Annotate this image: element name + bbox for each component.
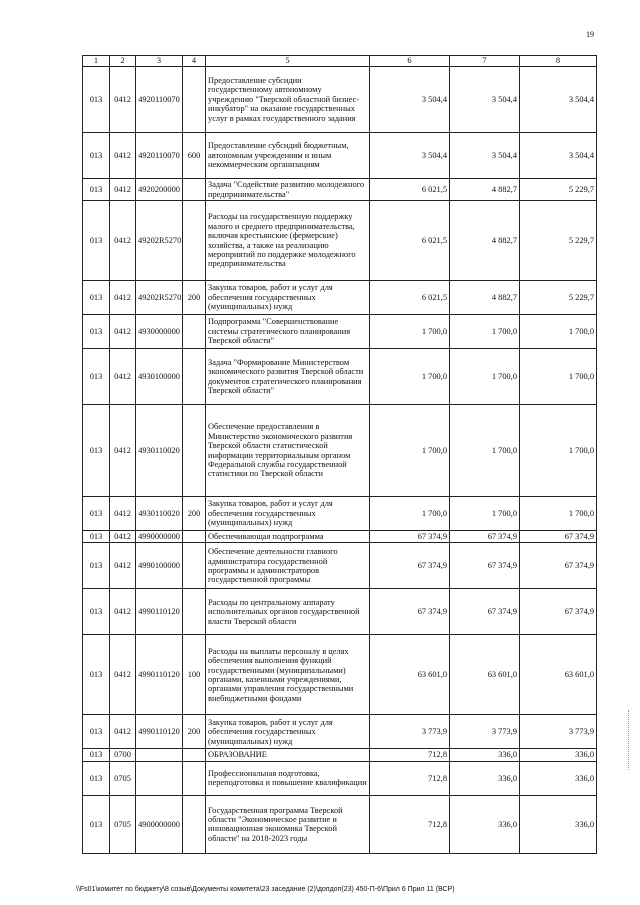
table-row [83,405,597,497]
table-row [83,761,597,795]
amount-2023: 5 229,7 [520,281,597,315]
ministry-code: 013 [83,635,110,715]
row-description: Государственная программа Тверской области "Экономическое развитие и инновационная экономика Тверской области" на 2018-2023 годы [206,795,370,853]
ministry-code: 013 [83,281,110,315]
ministry-code: 013 [83,405,110,497]
expense-type-code [183,749,206,761]
row-description: Закупка товаров, работ и услуг для обеспечения государственных (муниципальных) нужд [206,715,370,749]
expense-type-code [183,67,206,133]
amount-2022: 336,0 [450,749,520,761]
amount-2021: 1 700,0 [370,349,450,405]
section-code: 0705 [110,761,136,795]
expense-type-code: 200 [183,497,206,531]
header-cell: 3 [136,56,183,67]
amount-2022: 67 374,9 [450,531,520,543]
section-code: 0412 [110,349,136,405]
amount-2022: 1 700,0 [450,349,520,405]
amount-2023: 3 504,4 [520,67,597,133]
expense-type-code [183,349,206,405]
target-code [136,761,183,795]
amount-2021: 3 773,9 [370,715,450,749]
amount-2023: 1 700,0 [520,497,597,531]
target-code: 4920200000 [136,179,183,201]
amount-2022: 3 504,4 [450,133,520,179]
header-cell: 7 [450,56,520,67]
amount-2021: 67 374,9 [370,589,450,635]
table-row [83,133,597,179]
row-description: Предоставление субсидии государственному автономному учреждению "Тверской областной бизнес-инкубатор" на оказание государственных услуг в рамках государственного задания [206,67,370,133]
ministry-code: 013 [83,179,110,201]
expense-type-code [183,201,206,281]
ministry-code: 013 [83,589,110,635]
section-code: 0700 [110,749,136,761]
amount-2021: 6 021,5 [370,179,450,201]
scan-margin-mark [628,710,630,770]
amount-2023: 1 700,0 [520,349,597,405]
row-description: Обеспечение предоставления в Министерство экономического развития Тверской области статистической информации территориальным органом Федеральной службы государственной статистики по Тверской области [206,405,370,497]
section-code: 0412 [110,531,136,543]
ministry-code: 013 [83,543,110,589]
row-description: Задача "Содействие развитию молодежного предпринимательства" [206,179,370,201]
ministry-code: 013 [83,761,110,795]
section-code: 0412 [110,315,136,349]
budget-table-container [82,55,596,854]
amount-2023: 3 504,4 [520,133,597,179]
table-row [83,715,597,749]
section-code: 0412 [110,589,136,635]
amount-2022: 67 374,9 [450,543,520,589]
section-code: 0412 [110,715,136,749]
amount-2023: 1 700,0 [520,315,597,349]
target-code [136,749,183,761]
expense-type-code [183,405,206,497]
amount-2021: 1 700,0 [370,405,450,497]
ministry-code: 013 [83,315,110,349]
amount-2021: 1 700,0 [370,315,450,349]
amount-2022: 67 374,9 [450,589,520,635]
header-cell: 1 [83,56,110,67]
amount-2022: 1 700,0 [450,315,520,349]
table-row [83,281,597,315]
row-description: Предоставление субсидий бюджетным, автономным учреждениям и иным некоммерческим организациям [206,133,370,179]
ministry-code: 013 [83,497,110,531]
amount-2022: 4 882,7 [450,281,520,315]
expense-type-code: 200 [183,281,206,315]
amount-2023: 67 374,9 [520,543,597,589]
ministry-code: 013 [83,795,110,853]
target-code: 49202R5270 [136,201,183,281]
row-description: Расходы на государственную поддержку малого и среднего предпринимательства, включая крестьянские (фермерские) хозяйства, а также на реализацию мероприятий по поддержке молодежного предпринимательства [206,201,370,281]
amount-2023: 5 229,7 [520,201,597,281]
amount-2021: 67 374,9 [370,543,450,589]
header-cell: 8 [520,56,597,67]
table-row [83,543,597,589]
target-code: 4990000000 [136,531,183,543]
target-code: 4990110120 [136,715,183,749]
ministry-code: 013 [83,201,110,281]
expense-type-code: 600 [183,133,206,179]
amount-2022: 1 700,0 [450,497,520,531]
amount-2021: 63 601,0 [370,635,450,715]
file-path-footer: \\Fs01\комитет по бюджету\8 созыв\Документы комитета\23 заседание (2)\допдоп(23) 450-П-6\Прил 6 Прил 11 (ВСР) [76,886,455,893]
section-code: 0412 [110,201,136,281]
amount-2021: 1 700,0 [370,497,450,531]
amount-2022: 63 601,0 [450,635,520,715]
table-row [83,315,597,349]
target-code: 4900000000 [136,795,183,853]
table-row [83,749,597,761]
amount-2023: 5 229,7 [520,179,597,201]
header-row [83,56,597,67]
section-code: 0412 [110,405,136,497]
expense-type-code: 100 [183,635,206,715]
expense-type-code [183,795,206,853]
section-code: 0412 [110,133,136,179]
amount-2021: 6 021,5 [370,281,450,315]
header-cell: 5 [206,56,370,67]
expense-type-code [183,543,206,589]
header-cell: 2 [110,56,136,67]
amount-2023: 336,0 [520,749,597,761]
amount-2023: 1 700,0 [520,405,597,497]
table-row [83,201,597,281]
page-number: 19 [586,30,594,39]
amount-2022: 3 773,9 [450,715,520,749]
row-description: Закупка товаров, работ и услуг для обеспечения государственных (муниципальных) нужд [206,497,370,531]
table-row [83,635,597,715]
amount-2021: 67 374,9 [370,531,450,543]
table-row [83,67,597,133]
target-code: 4920110070 [136,67,183,133]
header-cell: 4 [183,56,206,67]
row-description: Задача "Формирование Министерством экономического развития Тверской области документов стратегического планирования Тверской области" [206,349,370,405]
row-description: Обеспечивающая подпрограмма [206,531,370,543]
target-code: 4930100000 [136,349,183,405]
header-cell: 6 [370,56,450,67]
amount-2023: 67 374,9 [520,531,597,543]
amount-2021: 3 504,4 [370,67,450,133]
expense-type-code [183,531,206,543]
ministry-code: 013 [83,531,110,543]
target-code: 4990110120 [136,635,183,715]
amount-2023: 67 374,9 [520,589,597,635]
expense-type-code [183,179,206,201]
table-row [83,349,597,405]
budget-table [82,55,597,854]
expense-type-code [183,589,206,635]
row-description: Профессиональная подготовка, переподготовка и повышение квалификации [206,761,370,795]
row-description: Расходы по центральному аппарату исполнительных органов государственной власти Тверской области [206,589,370,635]
amount-2021: 712,8 [370,795,450,853]
table-row [83,531,597,543]
amount-2021: 3 504,4 [370,133,450,179]
table-row [83,589,597,635]
target-code: 4990110120 [136,589,183,635]
row-description: Обеспечение деятельности главного администратора государственной программы и администраторов государственной программы [206,543,370,589]
target-code: 4920110070 [136,133,183,179]
expense-type-code: 200 [183,715,206,749]
amount-2022: 336,0 [450,795,520,853]
section-code: 0412 [110,497,136,531]
ministry-code: 013 [83,715,110,749]
amount-2022: 1 700,0 [450,405,520,497]
amount-2023: 63 601,0 [520,635,597,715]
target-code: 4930110020 [136,497,183,531]
section-code: 0412 [110,543,136,589]
ministry-code: 013 [83,133,110,179]
ministry-code: 013 [83,67,110,133]
amount-2022: 336,0 [450,761,520,795]
amount-2023: 3 773,9 [520,715,597,749]
section-code: 0412 [110,281,136,315]
expense-type-code [183,761,206,795]
amount-2023: 336,0 [520,795,597,853]
amount-2021: 6 021,5 [370,201,450,281]
row-description: ОБРАЗОВАНИЕ [206,749,370,761]
table-row [83,179,597,201]
amount-2022: 3 504,4 [450,67,520,133]
table-row [83,497,597,531]
target-code: 49202R5270 [136,281,183,315]
ministry-code: 013 [83,349,110,405]
amount-2022: 4 882,7 [450,179,520,201]
expense-type-code [183,315,206,349]
ministry-code: 013 [83,749,110,761]
target-code: 4990100000 [136,543,183,589]
amount-2023: 336,0 [520,761,597,795]
section-code: 0412 [110,67,136,133]
section-code: 0705 [110,795,136,853]
target-code: 4930110020 [136,405,183,497]
target-code: 4930000000 [136,315,183,349]
row-description: Закупка товаров, работ и услуг для обеспечения государственных (муниципальных) нужд [206,281,370,315]
row-description: Расходы на выплаты персоналу в целях обеспечения выполнения функций государственными (муниципальными) органами, казенными учреждениями, органами управления государственными внебюджетными фондами [206,635,370,715]
section-code: 0412 [110,179,136,201]
amount-2021: 712,8 [370,761,450,795]
amount-2022: 4 882,7 [450,201,520,281]
amount-2021: 712,8 [370,749,450,761]
section-code: 0412 [110,635,136,715]
table-row [83,795,597,853]
row-description: Подпрограмма "Совершенствование системы стратегического планирования Тверской области" [206,315,370,349]
